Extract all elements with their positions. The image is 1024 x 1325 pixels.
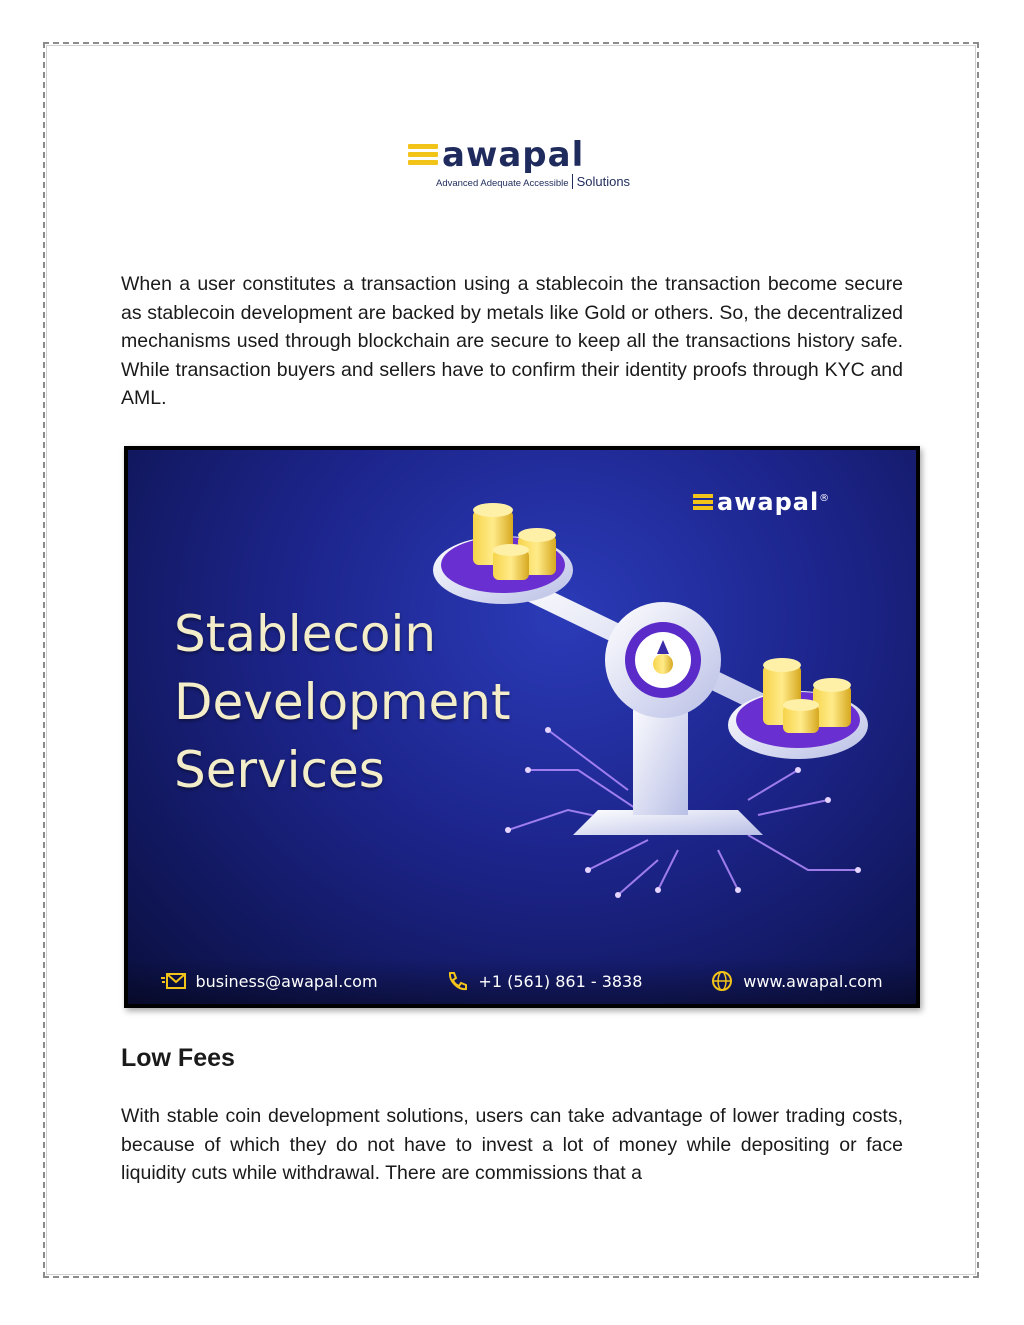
- banner-title-line-1: Stablecoin: [174, 605, 437, 663]
- banner-logo-mark: ®: [819, 493, 831, 504]
- logo-tagline-suffix: Solutions: [572, 174, 630, 189]
- banner-title-line-2: Development: [174, 673, 511, 731]
- footer-phone: [444, 970, 642, 992]
- section-heading: Low Fees: [121, 1044, 235, 1072]
- banner-logo: [693, 488, 830, 516]
- banner-title-line-3: Services: [174, 741, 385, 799]
- footer-email: [161, 970, 377, 992]
- banner-footer: [128, 958, 916, 1004]
- banner-title: [174, 600, 511, 804]
- footer-phone-text: +1 (561) 861 - 3838: [478, 971, 643, 991]
- paragraph-intro: When a user constitutes a transaction using a stablecoin the transaction become secure as stablecoin development are backed by metals like Gold or others. So, the decentralized mechanisms used through blockchain are secure to keep all the transactions history safe. While transaction buyers and sellers have to confirm their identity proofs through KYC and AML.: [121, 273, 903, 410]
- paragraph-low-fees: With stable coin development solutions, users can take advantage of lower trading costs, because of which they do not have to invest a lot of money while depositing or face liquidity cuts while withdrawal. There are commissions that a: [121, 1105, 903, 1185]
- banner-logo-bars-icon: [693, 494, 713, 512]
- globe-icon: [709, 970, 735, 992]
- footer-website-text: www.awapal.com: [743, 971, 883, 991]
- awapal-logo: [408, 135, 631, 190]
- logo-word: awapal: [442, 135, 585, 175]
- footer-email-text: business@awapal.com: [195, 971, 378, 991]
- mail-icon: [161, 970, 187, 992]
- logo-tagline-text: Advanced Adequate Accessible: [436, 178, 569, 189]
- banner-inner: [128, 450, 916, 1004]
- logo-tagline: [436, 174, 630, 189]
- logo-bars-icon: [408, 144, 438, 166]
- footer-website: [709, 970, 882, 992]
- banner-image: [124, 446, 920, 1008]
- banner-logo-word: awapal: [717, 488, 820, 516]
- phone-icon: [444, 970, 470, 992]
